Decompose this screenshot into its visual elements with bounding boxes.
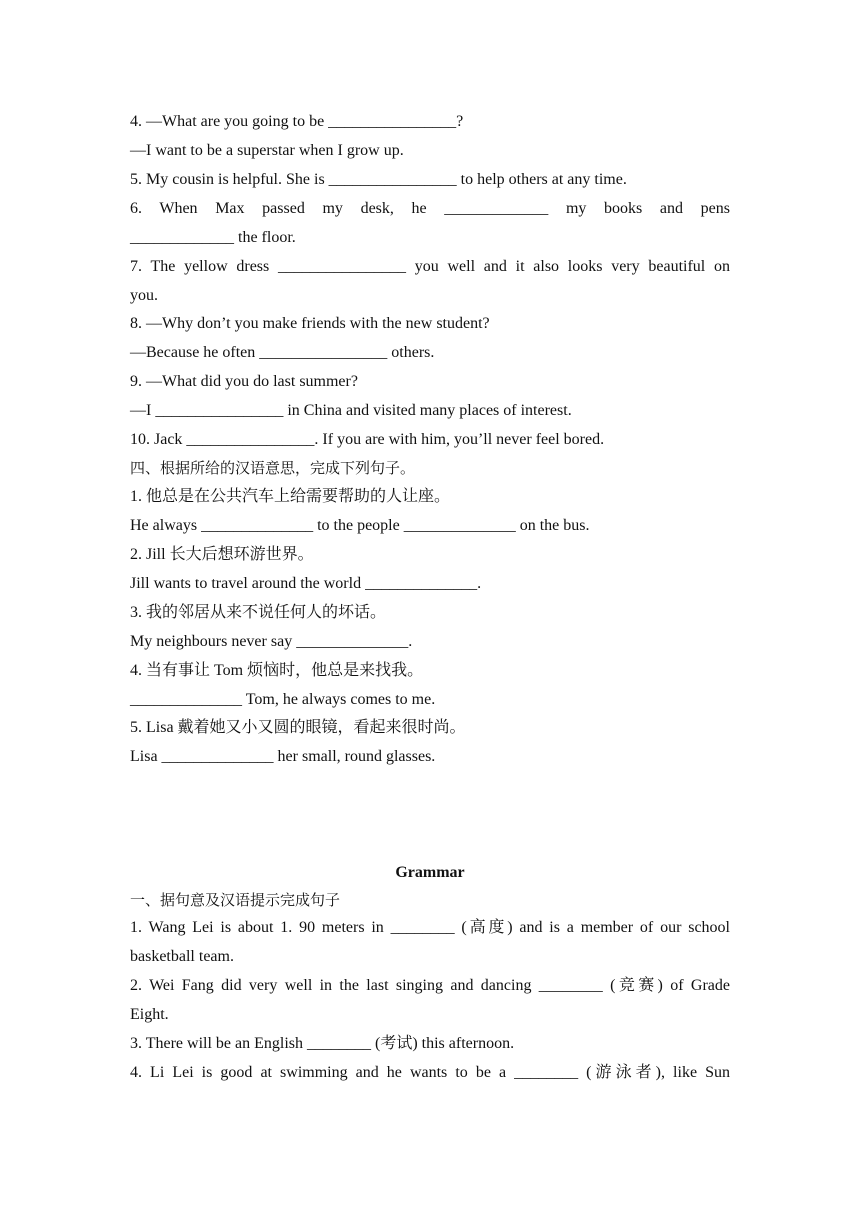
grammar-heading: 一、据句意及汉语提示完成句子 [130,891,341,909]
g-item-2-line-2: Eight. [130,1006,169,1023]
q8-question: 8. —Why don’t you make friends with the new student? [130,315,490,332]
q6-line-1: 6. When Max passed my desk, he _____________ my books and pens [130,200,730,217]
q8-answer: —Because he often ________________ others. [130,344,435,361]
q7-line-1: 7. The yellow dress ________________ you well and it also looks very beautiful on [130,258,730,275]
g-item-1-line-1: 1. Wang Lei is about 1. 90 meters in ________ (高度) and is a member of our school [130,919,730,936]
s4-item-5-answer: Lisa ______________ her small, round glasses. [130,748,436,765]
g-item-1-line-2: basketball team. [130,948,234,965]
s4-item-1-prompt: 1. 他总是在公共汽车上给需要帮助的人让座。 [130,488,451,505]
g-item-2-line-1: 2. Wei Fang did very well in the last singing and dancing ________ (竞赛) of Grade [130,977,730,994]
g-item-4-line-1: 4. Li Lei is good at swimming and he wants to be a ________ (游泳者), like Sun [130,1064,730,1081]
s4-item-2-prompt: 2. Jill 长大后想环游世界。 [130,546,314,563]
s4-item-3-answer: My neighbours never say ______________. [130,633,413,650]
q4-answer: —I want to be a superstar when I grow up. [130,142,404,159]
section4-heading: 四、根据所给的汉语意思，完成下列句子。 [130,459,416,477]
q6-line-2: _____________ the floor. [130,229,296,246]
q4-question: 4. —What are you going to be ________________? [130,113,464,130]
q7-line-2: you. [130,287,158,304]
q9-answer: —I ________________ in China and visited many places of interest. [130,402,572,419]
s4-item-1-answer: He always ______________ to the people ______________ on the bus. [130,517,590,534]
s4-item-4-answer: ______________ Tom, he always comes to me. [130,691,436,708]
s4-item-2-answer: Jill wants to travel around the world ______________. [130,575,482,592]
q5-line: 5. My cousin is helpful. She is ________________ to help others at any time. [130,171,627,188]
q10-line: 10. Jack ________________. If you are with him, you’ll never feel bored. [130,431,605,448]
g-item-3-line: 3. There will be an English ________ (考试) this afternoon. [130,1035,515,1052]
s4-item-3-prompt: 3. 我的邻居从来不说任何人的坏话。 [130,604,387,621]
s4-item-5-prompt: 5. Lisa 戴着她又小又圆的眼镜，看起来很时尚。 [130,719,466,736]
s4-item-4-prompt: 4. 当有事让 Tom 烦恼时，他总是来找我。 [130,662,424,679]
grammar-title: Grammar [395,864,465,881]
q9-question: 9. —What did you do last summer? [130,373,358,390]
